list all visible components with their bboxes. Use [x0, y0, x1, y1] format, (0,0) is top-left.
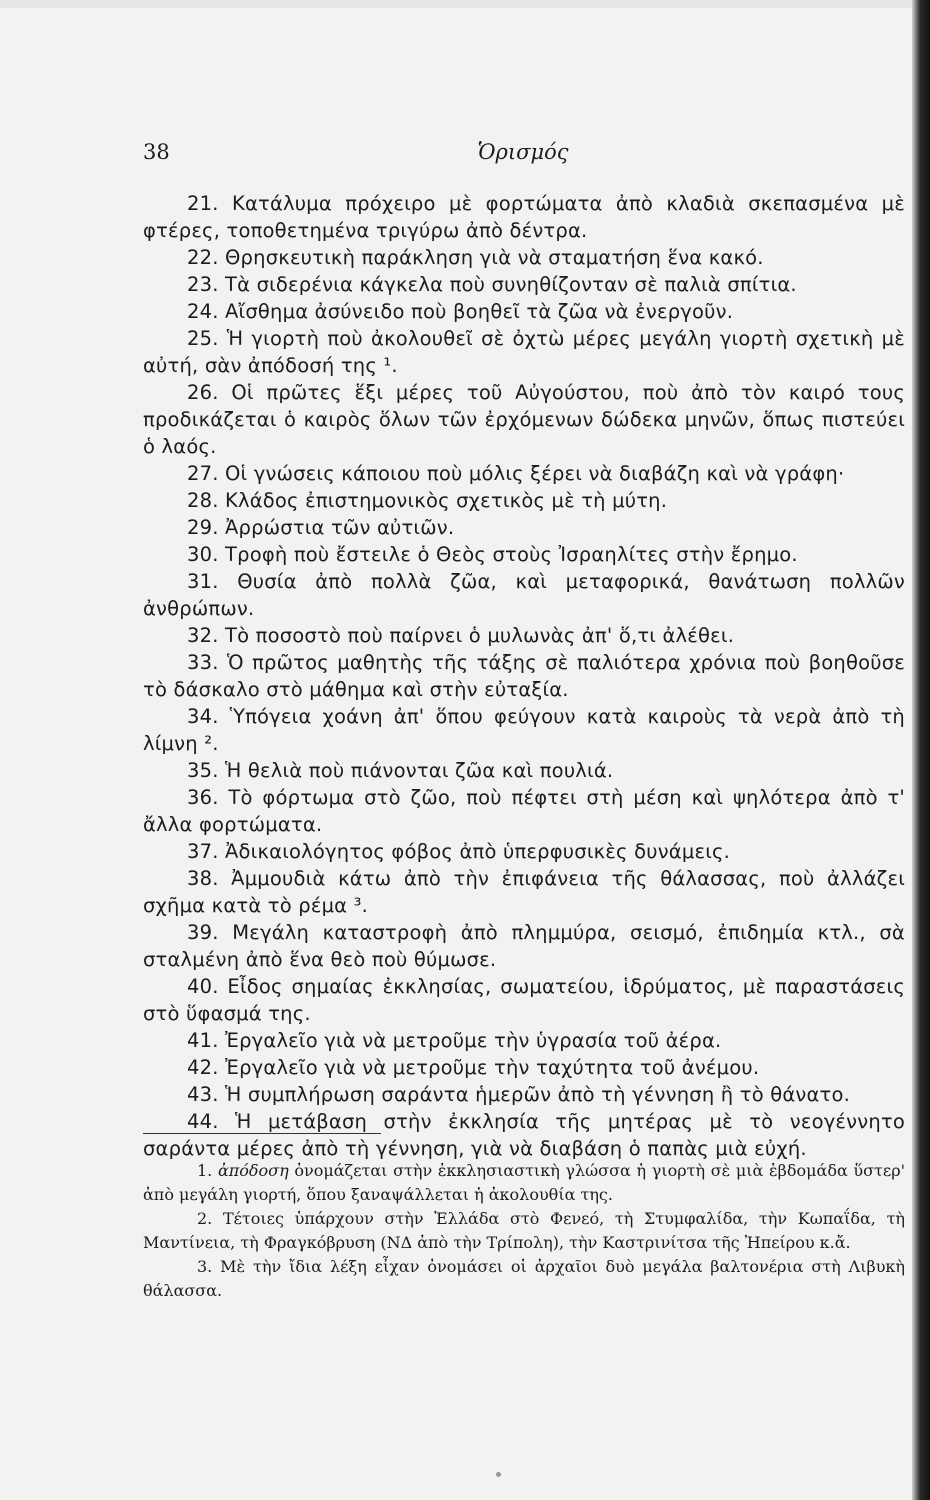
- definition-28: 28. Κλάδος ἐπιστημονικὸς σχετικὸς μὲ τὴ μύτη.: [187, 489, 668, 512]
- definition-31: 31. Θυσία ἀπὸ πολλὰ ζῶα, καὶ μεταφορικά, θανάτωση πολλῶν ἀνθρώπων.: [143, 570, 905, 620]
- definition-22: 22. Θρησκευτικὴ παράκληση γιὰ νὰ σταματήση ἕνα κακό.: [187, 246, 764, 269]
- footnote-3: 3. Μὲ τὴν ἴδια λέξη εἶχαν ὀνομάσει οἱ ἀρχαῖοι δυὸ μεγάλα βαλτονέρια στὴ Λιβυκὴ θάλασσα.: [143, 1257, 905, 1300]
- definition-33: 33. Ὁ πρῶτος μαθητὴς τῆς τάξης σὲ παλιότερα χρόνια ποὺ βοηθοῦσε τὸ δάσκαλο στὸ μάθημα καὶ στὴν εὐταξία.: [143, 651, 905, 701]
- running-title: Ὁρισμός: [477, 140, 569, 164]
- definition-27: 27. Οἱ γνώσεις κάποιου ποὺ μόλις ξέρει νὰ διαβάζη καὶ νὰ γράφη·: [187, 462, 845, 485]
- definition-23: 23. Τὰ σιδερένια κάγκελα ποὺ συνηθίζονταν σὲ παλιὰ σπίτια.: [187, 273, 797, 296]
- definition-39: 39. Μεγάλη καταστροφὴ ἀπὸ πλημμύρα, σεισμό, ἐπιδημία κτλ., σὰ σταλμένη ἀπὸ ἕνα θεὸ ποὺ θύμωσε.: [143, 921, 905, 971]
- footnotes: [143, 1159, 905, 1303]
- definition-32: 32. Τὸ ποσοστὸ ποὺ παίρνει ὁ μυλωνὰς ἀπ' ὅ,τι ἀλέθει.: [187, 624, 735, 647]
- footnote-1-term: ἀπόδοση: [217, 1161, 289, 1180]
- definition-26: 26. Οἱ πρῶτες ἕξι μέρες τοῦ Αὐγούστου, ποὺ ἀπὸ τὸν καιρό τους προδικάζεται ὁ καιρὸς ὅλων τῶν ἐρχόμενων δώδεκα μηνῶν, ὅπως πιστεύει ὁ λαός.: [143, 381, 905, 458]
- page-header: [143, 140, 903, 170]
- definition-43: 43. Ἡ συμπλήρωση σαράντα ἡμερῶν ἀπὸ τὴ γέννηση ἢ τὸ θάνατο.: [187, 1083, 851, 1106]
- definition-41: 41. Ἐργαλεῖο γιὰ νὰ μετροῦμε τὴν ὑγρασία τοῦ ἀέρα.: [187, 1029, 722, 1052]
- definition-36: 36. Τὸ φόρτωμα στὸ ζῶο, ποὺ πέφτει στὴ μέση καὶ ψηλότερα ἀπὸ τ' ἄλλα φορτώματα.: [143, 786, 905, 836]
- definition-40: 40. Εἶδος σημαίας ἐκκλησίας, σωματείου, ἱδρύματος, μὲ παραστάσεις στὸ ὕφασμά της.: [143, 975, 905, 1025]
- definition-38: 38. Ἀμμουδιὰ κάτω ἀπὸ τὴν ἐπιφάνεια τῆς θάλασσας, ποὺ ἀλλάζει σχῆμα κατὰ τὸ ρέμα ³.: [143, 867, 905, 917]
- definition-35: 35. Ἡ θελιὰ ποὺ πιάνονται ζῶα καὶ πουλιά.: [187, 759, 614, 782]
- footnote-1-number: 1.: [197, 1161, 213, 1180]
- footnote-separator: [143, 1133, 381, 1134]
- footnote-1-text: ὀνομάζεται στὴν ἐκκλησιαστικὴ γλώσσα ἡ γιορτὴ σὲ μιὰ ἑβδομάδα ὕστερ' ἀπὸ μεγάλη γιορτή, ὅπου ξαναψάλλεται ἡ ἀκολουθία της.: [143, 1161, 906, 1204]
- footnote-1: [143, 1159, 905, 1207]
- page-right-edge: [912, 0, 930, 1500]
- scan-speck: [496, 1472, 501, 1477]
- definition-44: 44. Ἡ μετάβαση στὴν ἐκκλησία τῆς μητέρας μὲ τὸ νεογέννητο σαράντα μέρες ἀπὸ τὴ γέννηση, γιὰ νὰ διαβάση ὁ παπὰς μιὰ εὐχή.: [143, 1110, 905, 1160]
- definition-37: 37. Ἀδικαιολόγητος φόβος ἀπὸ ὑπερφυσικὲς δυνάμεις.: [187, 840, 731, 863]
- definition-21: 21. Κατάλυμα πρόχειρο μὲ φορτώματα ἀπὸ κλαδιὰ σκεπασμένα μὲ φτέρες, τοποθετημένα τριγύρω ἀπὸ δέντρα.: [143, 192, 905, 242]
- definition-42: 42. Ἐργαλεῖο γιὰ νὰ μετροῦμε τὴν ταχύτητα τοῦ ἀνέμου.: [187, 1056, 760, 1079]
- definition-25: 25. Ἡ γιορτὴ ποὺ ἀκολουθεῖ σὲ ὀχτὼ μέρες μεγάλη γιορτὴ σχετικὴ μὲ αὐτή, σὰν ἀπόδοσή της ¹.: [143, 327, 905, 377]
- definition-34: 34. Ὑπόγεια χοάνη ἀπ' ὅπου φεύγουν κατὰ καιροὺς τὰ νερὰ ἀπὸ τὴ λίμνη ².: [143, 705, 905, 755]
- definition-list: [143, 190, 905, 1162]
- page-top-edge: [0, 0, 930, 8]
- definition-24: 24. Αἴσθημα ἀσύνειδο ποὺ βοηθεῖ τὰ ζῶα νὰ ἐνεργοῦν.: [187, 300, 734, 323]
- footnote-2: 2. Τέτοιες ὑπάρχουν στὴν Ἑλλάδα στὸ Φενεό, τὴ Στυμφαλίδα, τὴν Κωπαΐδα, τὴ Μαντίνεια, τὴ Φραγκόβρυση (ΝΔ ἀπὸ τὴν Τρίπολη), τὴν Καστρινίτσα τῆς Ἠπείρου κ.ἄ.: [143, 1209, 905, 1252]
- page-number: 38: [143, 140, 170, 164]
- definition-29: 29. Ἀρρώστια τῶν αὐτιῶν.: [187, 516, 455, 539]
- definition-30: 30. Τροφὴ ποὺ ἔστειλε ὁ Θεὸς στοὺς Ἰσραηλίτες στὴν ἔρημο.: [187, 543, 798, 566]
